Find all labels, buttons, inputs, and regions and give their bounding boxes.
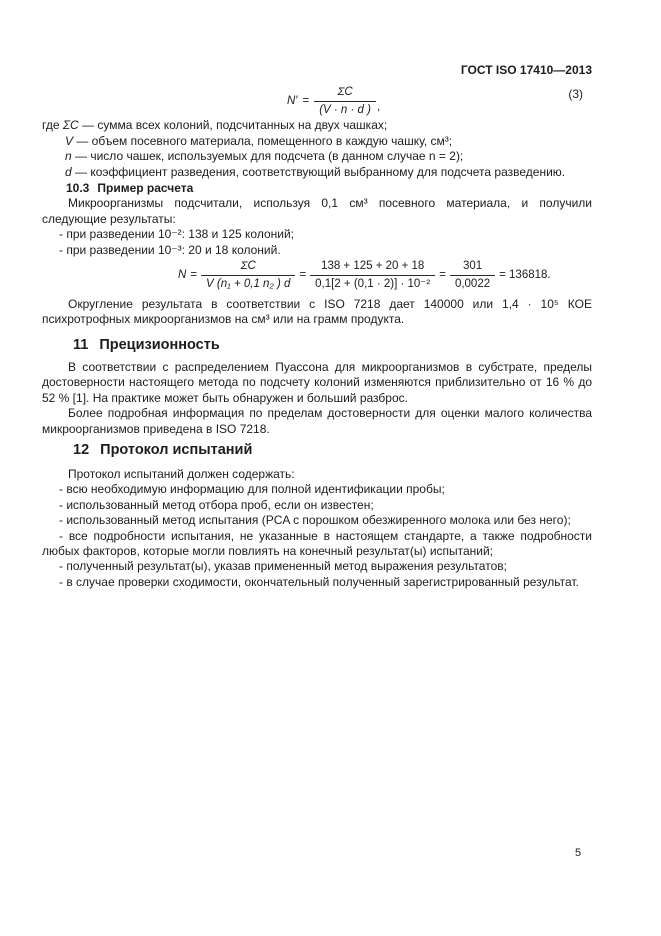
page-number: 5 xyxy=(575,847,582,859)
definition-term: n xyxy=(65,149,72,164)
definition-term: d xyxy=(65,164,72,179)
section-12-intro: Протокол испытаний должен содержать: xyxy=(68,466,295,481)
section-10-3-closing: Округление результата в соответствии с ISO 7218 дает 140000 или 1,4 · 10⁵ КОЕ психротрофных микроорганизмов на см³ или на грамм продукта. xyxy=(42,297,592,327)
heading-text: Прецизионность xyxy=(99,336,220,353)
definition-text: — число чашек, используемых для подсчета (в данном случае n = 2); xyxy=(71,149,464,164)
definition-v xyxy=(42,134,592,149)
definition-term: ΣC xyxy=(62,118,79,133)
fraction-numerator: 301 xyxy=(462,260,483,273)
section-10-3-heading xyxy=(42,181,592,196)
where-definitions xyxy=(42,118,592,180)
heading-number: 10.3 xyxy=(66,181,90,196)
list-item: - всю необходимую информацию для полной идентификации пробы; xyxy=(59,482,445,497)
fraction-numerator: 138 + 125 + 20 + 18 xyxy=(321,260,425,273)
list-item: - использованный метод отбора проб, если он известен; xyxy=(59,497,374,512)
definition-sigma-c xyxy=(42,118,592,133)
list-item: - все подробности испытания, не указанные в настоящем стандарте, а также подробности любых факторов, которые могли повлиять на конечный результат(ы) испытаний; xyxy=(42,528,592,558)
section-11-paragraph-2: Более подробная информация по пределам достоверности для оценки малого количества микроорганизмов приведена в ISO 7218. xyxy=(42,406,592,436)
running-header: ГОСТ ISO 17410—2013 xyxy=(460,63,592,77)
definition-n xyxy=(42,149,592,164)
list-item: - использованный метод испытания (PCA с порошком обезжиренного молока или без него); xyxy=(59,513,571,528)
definition-d xyxy=(42,165,592,180)
fraction xyxy=(310,260,435,291)
section-11-heading xyxy=(42,337,592,354)
section-12-heading xyxy=(42,442,592,459)
where-label: где xyxy=(42,118,63,133)
list-item: - полученный результат(ы), указав примененный метод выражения результатов; xyxy=(59,559,507,574)
fraction-denominator: (V · n · d ) xyxy=(314,101,376,117)
definition-text: — коэффициент разведения, соответствующий выбранному для подсчета разведению. xyxy=(71,164,566,179)
fraction xyxy=(450,260,495,291)
heading-text: Протокол испытаний xyxy=(100,441,253,458)
heading-number: 12 xyxy=(73,441,90,458)
formula-3-variable: N′ xyxy=(287,95,298,108)
fraction-denominator: 0,1[2 + (0,1 · 2)] · 10⁻² xyxy=(310,275,435,291)
section-11-paragraph-1: В соответствии с распределением Пуассона для микроорганизмов в субстрате, пределы достоверности настоящего метода по подсчету колоний изменяются приблизительно от 16 % до 52 % [1]. На практике может быть обнаружен и больший разброс. xyxy=(42,359,592,405)
definition-text: — сумма всех колоний, подсчитанных на двух чашках; xyxy=(78,118,388,133)
list-item: - в случае проверки сходимости, окончательный полученный зарегистрированный результат. xyxy=(59,574,579,589)
fraction-denominator: V (n₁ + 0,1 n₂ ) d xyxy=(201,275,295,291)
formula-variable: N xyxy=(178,269,187,282)
heading-number: 11 xyxy=(73,336,89,353)
formula-comma: , xyxy=(376,101,381,114)
equals-sign: = xyxy=(190,269,198,282)
list-item: - при разведении 10⁻³: 20 и 18 колоний. xyxy=(59,242,281,257)
list-item: - при разведении 10⁻²: 138 и 125 колоний; xyxy=(59,227,295,242)
definition-term: V xyxy=(65,133,74,148)
heading-text: Пример расчета xyxy=(97,181,194,196)
calculation-formula xyxy=(42,260,592,291)
fraction-denominator: 0,0022 xyxy=(450,275,495,291)
equals-sign: = xyxy=(299,269,307,282)
equals-sign: = xyxy=(439,269,446,282)
fraction xyxy=(314,86,376,117)
formula-3 xyxy=(42,86,592,117)
section-10-3-intro: Микроорганизмы подсчитали, используя 0,1 см³ посевного материала, и получили следующие результаты: xyxy=(42,196,592,226)
fraction-numerator: ΣC xyxy=(240,260,256,273)
equals-sign: = xyxy=(302,95,310,108)
fraction-numerator: ΣC xyxy=(337,86,353,99)
formula-3-number: (3) xyxy=(568,87,583,102)
fraction xyxy=(201,260,295,291)
definition-text: — объем посевного материала, помещенного в каждую чашку, см³; xyxy=(73,133,453,148)
formula-result: = 136818. xyxy=(499,269,551,282)
